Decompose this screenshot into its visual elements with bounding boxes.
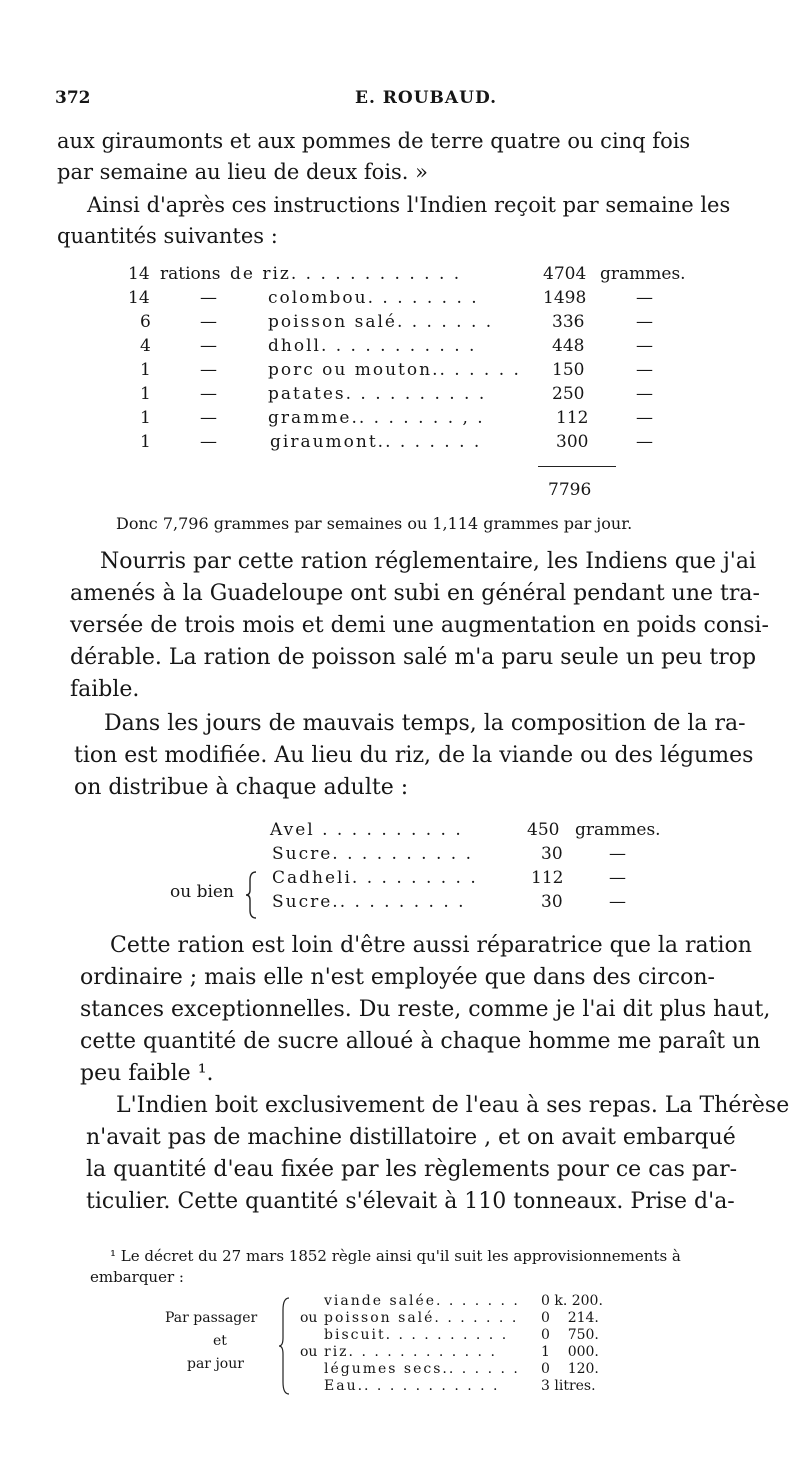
row-count: 14 bbox=[128, 288, 150, 308]
table-row bbox=[0, 890, 800, 914]
paragraph bbox=[70, 546, 769, 706]
row-prefix: ou bbox=[300, 1344, 318, 1360]
row-count: 14 bbox=[128, 264, 150, 284]
row-label: rations bbox=[160, 264, 221, 284]
row-unit: — bbox=[609, 892, 626, 912]
row-label: — bbox=[200, 288, 217, 308]
row-item: giraumont.. . . . . . . bbox=[270, 432, 482, 452]
row-unit: — bbox=[636, 336, 653, 356]
row-label: — bbox=[200, 432, 217, 452]
ration-total: 7796 bbox=[548, 480, 592, 500]
table-row bbox=[0, 382, 800, 406]
row-unit: — bbox=[636, 432, 653, 452]
text-line: ticulier. Cette quantité s'élevait à 110 tonneaux. Prise d'a- bbox=[86, 1189, 735, 1214]
table-row bbox=[0, 310, 800, 334]
sum-rule bbox=[538, 466, 616, 467]
row-unit: — bbox=[636, 360, 653, 380]
paragraph bbox=[57, 190, 730, 252]
row-count: 4 bbox=[140, 336, 151, 356]
table-row bbox=[0, 358, 800, 382]
row-amount: 250 bbox=[552, 384, 585, 404]
row-label: — bbox=[200, 408, 217, 428]
row-item: gramme.. . . . . . . , . bbox=[268, 408, 485, 428]
table-row bbox=[0, 842, 800, 866]
row-prefix: ou bbox=[300, 1310, 318, 1326]
text-line: n'avait pas de machine distillatoire , et on avait embarqué bbox=[86, 1125, 736, 1150]
table-row bbox=[0, 1378, 800, 1395]
text-line: peu faible ¹. bbox=[80, 1061, 214, 1086]
row-item: porc ou mouton.. . . . . . bbox=[268, 360, 521, 380]
text-line: versée de trois mois et demi une augmentation en poids consi- bbox=[70, 613, 769, 638]
footnote-label: Par passager bbox=[165, 1310, 258, 1326]
row-amount: 30 bbox=[541, 892, 563, 912]
row-unit: grammes. bbox=[575, 820, 661, 840]
table-row bbox=[0, 262, 800, 286]
text-line: aux giraumonts et aux pommes de terre quatre ou cinq fois bbox=[57, 129, 691, 153]
row-item: viande salée. . . . . . . bbox=[324, 1293, 520, 1309]
row-count: 1 bbox=[140, 360, 151, 380]
table-row bbox=[0, 286, 800, 310]
table-row bbox=[0, 1361, 800, 1378]
row-item: Sucre. . . . . . . . . . bbox=[272, 844, 473, 864]
table-row bbox=[0, 1327, 800, 1344]
table-row bbox=[0, 1293, 800, 1310]
row-qty: 0 k. 200. bbox=[541, 1293, 603, 1309]
row-qty: 0 750. bbox=[541, 1327, 599, 1343]
row-unit: — bbox=[636, 384, 653, 404]
row-unit: — bbox=[636, 288, 653, 308]
footnote-label: et bbox=[213, 1333, 227, 1349]
text-line: quantités suivantes : bbox=[57, 224, 278, 248]
text-line: Dans les jours de mauvais temps, la composition de la ra- bbox=[104, 711, 746, 736]
paragraph-continuation bbox=[57, 126, 690, 188]
text-line: tion est modifiée. Au lieu du riz, de la viande ou des légumes bbox=[74, 743, 754, 768]
paragraph bbox=[74, 708, 753, 804]
row-unit: — bbox=[609, 844, 626, 864]
paragraph bbox=[86, 1090, 789, 1218]
row-amount: 112 bbox=[531, 868, 564, 888]
row-count: 1 bbox=[140, 384, 151, 404]
text-line: la quantité d'eau fixée par les règlements pour ce cas par- bbox=[86, 1157, 738, 1182]
paragraph bbox=[80, 930, 770, 1090]
row-item: Cadheli. . . . . . . . . bbox=[272, 868, 478, 888]
row-item: colombou. . . . . . . . bbox=[268, 288, 479, 308]
row-amount: 300 bbox=[556, 432, 589, 452]
row-item: Avel . . . . . . . . . . bbox=[270, 820, 463, 840]
ration-summary: Donc 7,796 grammes par semaines ou 1,114 grammes par jour. bbox=[116, 514, 633, 533]
table-row bbox=[0, 406, 800, 430]
text-line: cette quantité de sucre alloué à chaque homme me paraît un bbox=[80, 1029, 761, 1054]
brace-icon bbox=[246, 870, 260, 920]
text-line: dérable. La ration de poisson salé m'a paru seule un peu trop bbox=[70, 645, 757, 670]
row-qty: 0 120. bbox=[541, 1361, 599, 1377]
row-unit: grammes. bbox=[600, 264, 686, 284]
row-amount: 1498 bbox=[543, 288, 587, 308]
table-row bbox=[0, 1310, 800, 1327]
row-item: légumes secs.. . . . . . bbox=[324, 1361, 520, 1377]
row-qty: 0 214. bbox=[541, 1310, 599, 1326]
row-item: poisson salé. . . . . . . bbox=[268, 312, 494, 332]
row-label: — bbox=[200, 336, 217, 356]
row-item: patates. . . . . . . . . . bbox=[268, 384, 487, 404]
text-line: ¹ Le décret du 27 mars 1852 règle ainsi qu'il suit les approvisionnements à bbox=[110, 1247, 681, 1265]
row-unit: — bbox=[636, 312, 653, 332]
row-qty: 3 litres. bbox=[541, 1378, 596, 1394]
row-item: biscuit. . . . . . . . . . bbox=[324, 1327, 509, 1343]
table-row bbox=[0, 818, 800, 842]
row-amount: 4704 bbox=[543, 264, 587, 284]
text-line: Cette ration est loin d'être aussi réparatrice que la ration bbox=[110, 933, 752, 958]
table-row bbox=[0, 1344, 800, 1361]
row-amount: 150 bbox=[552, 360, 585, 380]
table-row bbox=[0, 866, 800, 890]
ration-table bbox=[0, 262, 800, 454]
row-unit: — bbox=[609, 868, 626, 888]
text-line: stances exceptionnelles. Du reste, comme je l'ai dit plus haut, bbox=[80, 997, 771, 1022]
text-line: Ainsi d'après ces instructions l'Indien reçoit par semaine les bbox=[87, 193, 731, 217]
table-row bbox=[0, 430, 800, 454]
text-line: amenés à la Guadeloupe ont subi en général pendant une tra- bbox=[70, 581, 760, 606]
row-label: — bbox=[200, 312, 217, 332]
row-label: — bbox=[200, 384, 217, 404]
text-line: faible. bbox=[70, 677, 140, 702]
footnote-text bbox=[90, 1246, 681, 1288]
table-row bbox=[0, 334, 800, 358]
running-header bbox=[55, 88, 695, 114]
row-amount: 448 bbox=[552, 336, 585, 356]
row-unit: — bbox=[636, 408, 653, 428]
row-item: de riz. . . . . . . . . . . . bbox=[230, 264, 462, 284]
row-item: dholl. . . . . . . . . . . bbox=[268, 336, 477, 356]
text-line: par semaine au lieu de deux fois. » bbox=[57, 160, 429, 184]
row-amount: 30 bbox=[541, 844, 563, 864]
text-line: embarquer : bbox=[90, 1268, 184, 1286]
row-label: — bbox=[200, 360, 217, 380]
bad-weather-table bbox=[0, 818, 800, 914]
text-line: on distribue à chaque adulte : bbox=[74, 775, 409, 800]
row-count: 6 bbox=[140, 312, 151, 332]
row-amount: 336 bbox=[552, 312, 585, 332]
row-item: Sucre.. . . . . . . . . bbox=[272, 892, 466, 912]
footnote-table bbox=[0, 1293, 800, 1395]
running-title: E. ROUBAUD. bbox=[355, 88, 497, 108]
row-count: 1 bbox=[140, 408, 151, 428]
text-line: Nourris par cette ration réglementaire, les Indiens que j'ai bbox=[100, 549, 756, 574]
row-amount: 450 bbox=[527, 820, 560, 840]
text-line: ordinaire ; mais elle n'est employée que dans des circon- bbox=[80, 965, 715, 990]
row-item: Eau.. . . . . . . . . . . bbox=[324, 1378, 500, 1394]
footnote-label: par jour bbox=[187, 1356, 244, 1372]
row-count: 1 bbox=[140, 432, 151, 452]
alternative-label: ou bien bbox=[170, 882, 234, 902]
page-number: 372 bbox=[55, 88, 91, 108]
row-qty: 1 000. bbox=[541, 1344, 599, 1360]
row-item: poisson salé. . . . . . . bbox=[324, 1310, 519, 1326]
row-item: riz. . . . . . . . . . . . bbox=[324, 1344, 497, 1360]
text-line: L'Indien boit exclusivement de l'eau à ses repas. La Thérèse bbox=[116, 1093, 790, 1118]
row-amount: 112 bbox=[556, 408, 589, 428]
